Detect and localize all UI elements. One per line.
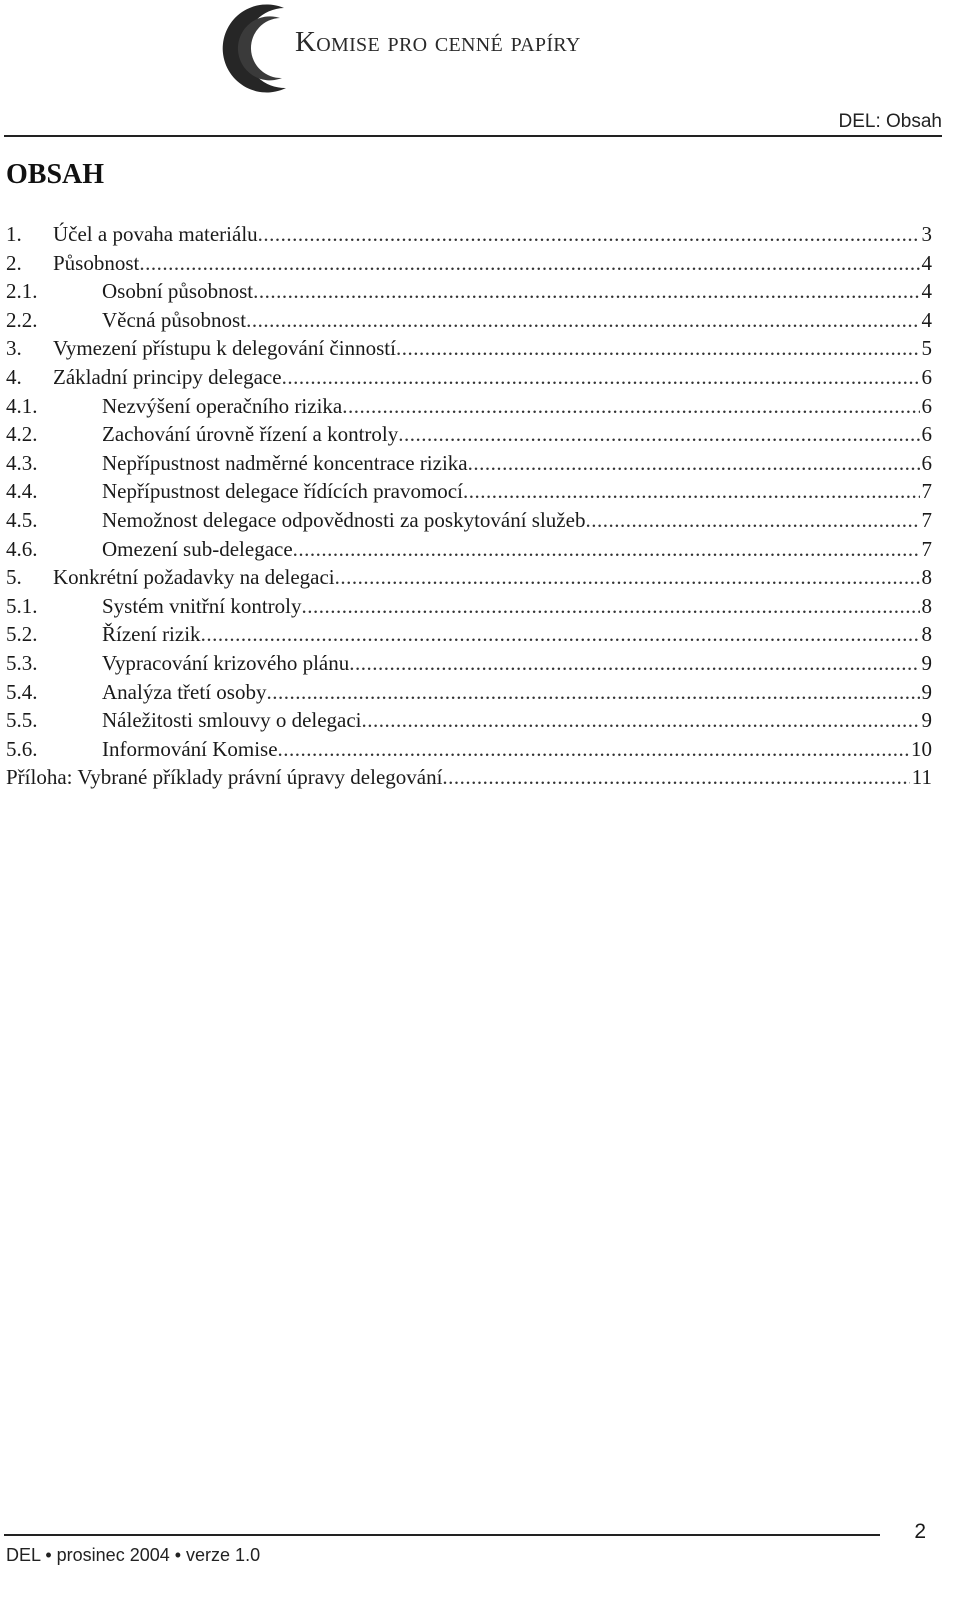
toc-entry-page: 4: [921, 250, 932, 275]
toc-entry-title: Systém vnitřní kontroly: [102, 592, 302, 621]
toc-entry-title: Základní principy delegace: [53, 363, 282, 392]
toc-entry[interactable]: [6, 563, 946, 592]
toc-dot-leader: [293, 535, 920, 564]
toc-dot-leader: [362, 706, 920, 735]
toc-dot-leader: [585, 506, 919, 535]
toc-entry-number: 4.4.: [6, 479, 38, 504]
toc-entry-title: Náležitosti smlouvy o delegaci: [102, 706, 362, 735]
toc-entry-title: Věcná působnost: [102, 306, 246, 335]
toc-entry-number: 5.: [6, 565, 22, 590]
toc-dot-leader: [258, 220, 920, 249]
toc-entry[interactable]: [6, 620, 946, 649]
toc-entry-title: Příloha: Vybrané příklady právní úpravy delegování: [6, 763, 442, 792]
toc-entry-page: 7: [921, 507, 932, 532]
toc-entry-page: 6: [921, 422, 932, 447]
toc-entry-title: Účel a povaha materiálu: [53, 220, 258, 249]
toc-entry[interactable]: [6, 392, 946, 421]
toc-entry-page: 9: [921, 650, 932, 675]
toc-entry-title: Osobní působnost: [102, 277, 253, 306]
toc-entry-title: Působnost: [53, 249, 139, 278]
toc-entry-title: Vypracování krizového plánu: [102, 649, 349, 678]
toc-entry-title: Řízení rizik: [102, 620, 201, 649]
toc-entry-page: 4: [921, 307, 932, 332]
toc-dot-leader: [396, 334, 920, 363]
toc-entry-page: 8: [921, 565, 932, 590]
toc-entry-title: Zachování úrovně řízení a kontroly: [102, 420, 398, 449]
toc-entry-page: 9: [921, 679, 932, 704]
toc-dot-leader: [398, 420, 919, 449]
toc-entry-page: 9: [921, 708, 932, 733]
toc-entry[interactable]: [6, 763, 946, 792]
toc-entry-title: Konkrétní požadavky na delegaci: [53, 563, 335, 592]
toc-entry-number: 3.: [6, 336, 22, 361]
toc-entry-page: 10: [911, 736, 932, 761]
toc-entry[interactable]: [6, 735, 946, 764]
toc-entry-title: Nemožnost delegace odpovědnosti za poskytování služeb: [102, 506, 585, 535]
toc-entry[interactable]: [6, 477, 946, 506]
toc-entry[interactable]: [6, 306, 946, 335]
toc-entry-number: 2.1.: [6, 279, 38, 304]
page-number: 2: [914, 1520, 926, 1543]
toc-entry-number: 4.1.: [6, 393, 38, 418]
toc-dot-leader: [442, 763, 909, 792]
toc-dot-leader: [253, 277, 919, 306]
toc-entry[interactable]: [6, 706, 946, 735]
toc-entry-page: 8: [921, 622, 932, 647]
toc-entry[interactable]: [6, 506, 946, 535]
toc-entry-page: 4: [921, 279, 932, 304]
page-title: OBSAH: [6, 159, 105, 190]
toc-entry[interactable]: [6, 249, 946, 278]
toc-entry-title: Analýza třetí osoby: [102, 678, 266, 707]
logo-wordmark: Komise pro cenné papíry: [295, 26, 581, 58]
toc-entry-page: 8: [921, 593, 932, 618]
toc-dot-leader: [302, 592, 920, 621]
footer-divider: [4, 1534, 880, 1536]
toc-dot-leader: [278, 735, 909, 764]
toc-dot-leader: [246, 306, 919, 335]
toc-entry-number: 2.: [6, 250, 22, 275]
toc-dot-leader: [468, 449, 920, 478]
footer-text: DEL • prosinec 2004 • verze 1.0: [6, 1545, 261, 1565]
toc-entry[interactable]: [6, 220, 946, 249]
toc-entry[interactable]: [6, 449, 946, 478]
toc-entry-title: Nepřípustnost nadměrné koncentrace rizika: [102, 449, 468, 478]
toc-entry[interactable]: [6, 420, 946, 449]
toc-dot-leader: [139, 249, 919, 278]
toc-dot-leader: [463, 477, 920, 506]
toc-dot-leader: [266, 678, 919, 707]
commission-logo-icon: [222, 0, 298, 96]
toc-entry[interactable]: [6, 535, 946, 564]
toc-entry-number: 5.5.: [6, 708, 38, 733]
toc-entry-number: 2.2.: [6, 307, 38, 332]
toc-entry-number: 5.6.: [6, 736, 38, 761]
table-of-contents: [6, 220, 946, 792]
toc-entry-number: 4.6.: [6, 536, 38, 561]
toc-entry[interactable]: [6, 649, 946, 678]
toc-entry-title: Nepřípustnost delegace řídících pravomocí: [102, 477, 463, 506]
toc-entry[interactable]: [6, 678, 946, 707]
toc-dot-leader: [335, 563, 920, 592]
toc-dot-leader: [201, 620, 920, 649]
toc-entry-number: 4.3.: [6, 450, 38, 475]
toc-entry-number: 4.5.: [6, 507, 38, 532]
toc-entry-page: 6: [921, 364, 932, 389]
toc-entry-title: Nezvýšení operačního rizika: [102, 392, 342, 421]
toc-entry-number: 1.: [6, 222, 22, 246]
toc-entry-number: 4.2.: [6, 422, 38, 447]
toc-entry-title: Omezení sub-delegace: [102, 535, 293, 564]
section-label: DEL: Obsah: [838, 111, 942, 132]
toc-entry[interactable]: [6, 592, 946, 621]
toc-entry-page: 6: [921, 450, 932, 475]
toc-entry-page: 5: [921, 336, 932, 361]
toc-entry-title: Informování Komise: [102, 735, 278, 764]
header-divider: [4, 135, 942, 137]
toc-entry-page: 7: [921, 536, 932, 561]
toc-entry-number: 4.: [6, 364, 22, 389]
toc-entry-page: 7: [921, 479, 932, 504]
toc-entry-number: 5.2.: [6, 622, 38, 647]
toc-entry-page: 3: [921, 222, 932, 246]
toc-entry[interactable]: [6, 334, 946, 363]
toc-dot-leader: [349, 649, 919, 678]
toc-dot-leader: [282, 363, 920, 392]
toc-entry-number: 5.1.: [6, 593, 38, 618]
toc-entry-number: 5.4.: [6, 679, 38, 704]
toc-dot-leader: [342, 392, 919, 421]
toc-entry-title: Vymezení přístupu k delegování činností: [53, 334, 396, 363]
toc-entry-number: 5.3.: [6, 650, 38, 675]
toc-entry[interactable]: [6, 277, 946, 306]
toc-entry-page: 11: [911, 765, 932, 790]
toc-entry-page: 6: [921, 393, 932, 418]
toc-entry[interactable]: [6, 363, 946, 392]
